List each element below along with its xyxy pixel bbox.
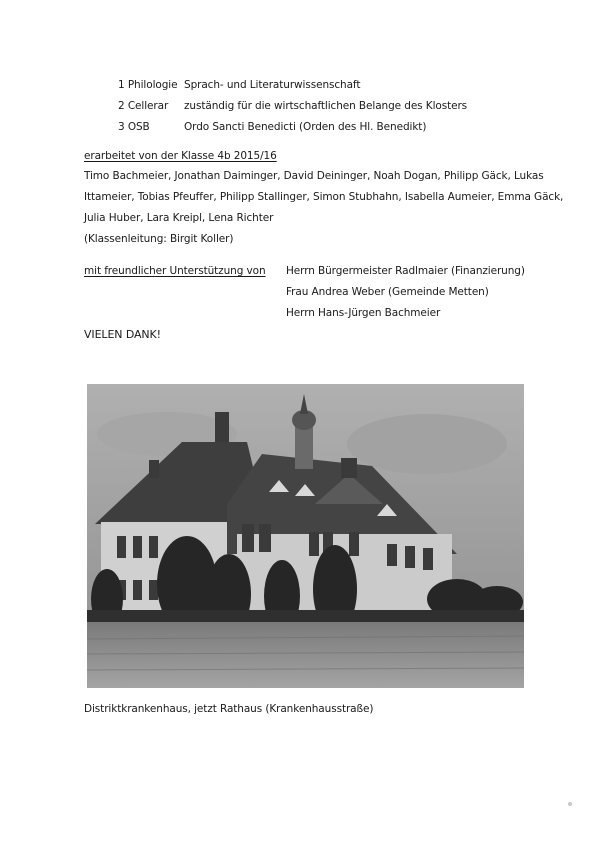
support-line: Herrn Bürgermeister Radlmaier (Finanzierung) — [286, 265, 525, 277]
credits-heading: erarbeitet von der Klasse 4b 2015/16 — [84, 150, 277, 162]
photo-caption: Distriktkrankenhaus, jetzt Rathaus (Krankenhausstraße) — [84, 703, 374, 715]
thanks-text: VIELEN DANK! — [84, 328, 161, 341]
credits-names — [84, 169, 564, 253]
credits-line: Timo Bachmeier, Jonathan Daiminger, David Deininger, Noah Dogan, Philipp Gäck, Lukas — [84, 170, 544, 182]
scan-mark — [568, 802, 572, 806]
support-line: Herrn Hans-Jürgen Bachmeier — [286, 307, 441, 319]
credits-line: Julia Huber, Lara Kreipl, Lena Richter — [84, 212, 274, 224]
support-line: Frau Andrea Weber (Gemeinde Metten) — [286, 286, 489, 298]
footnote-text: zuständig für die wirtschaftlichen Belange des Klosters — [184, 100, 468, 112]
footnote-number: 2 Cellerar — [118, 100, 169, 112]
credits-line: (Klassenleitung: Birgit Koller) — [84, 233, 234, 245]
footnote-number: 1 Philologie — [118, 79, 178, 91]
support-list — [286, 264, 525, 327]
footnote-text: Sprach- und Literaturwissenschaft — [184, 79, 361, 91]
support-heading: mit freundlicher Unterstützung von — [84, 265, 266, 277]
footnote-number: 3 OSB — [118, 121, 150, 133]
footnote-text: Ordo Sancti Benedicti (Orden des Hl. Benedikt) — [184, 121, 427, 133]
building-photo — [87, 384, 524, 688]
credits-line: Ittameier, Tobias Pfeuffer, Philipp Stallinger, Simon Stubhahn, Isabella Aumeier, Emma Gäck, — [84, 191, 564, 203]
